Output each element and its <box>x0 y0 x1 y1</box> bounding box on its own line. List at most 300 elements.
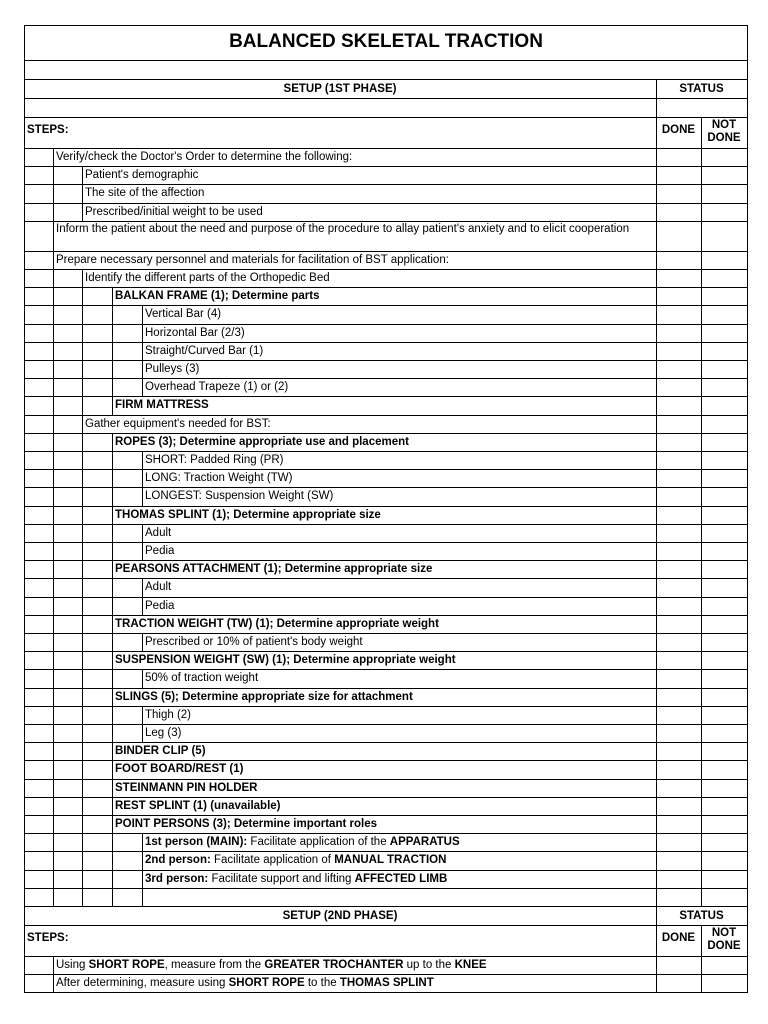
done-checkbox-cell[interactable] <box>657 798 701 815</box>
table-rule <box>53 760 54 778</box>
done-checkbox-cell[interactable] <box>657 343 701 360</box>
step-text-part: , measure from the <box>164 959 265 971</box>
not-done-checkbox-cell[interactable] <box>702 743 747 760</box>
step-text: LONGEST: Suspension Weight (SW) <box>145 490 334 503</box>
table-rule <box>656 117 657 148</box>
table-rule <box>82 524 83 542</box>
table-rule <box>53 888 54 906</box>
table-rule <box>656 925 657 956</box>
table-rule <box>142 706 143 724</box>
step-text: STEINMANN PIN HOLDER <box>115 781 258 794</box>
not-done-checkbox-cell[interactable] <box>702 871 747 888</box>
table-rule <box>53 166 54 184</box>
table-rule <box>24 524 748 525</box>
not-done-checkbox-cell[interactable] <box>702 780 747 797</box>
done-checkbox-cell[interactable] <box>657 488 701 505</box>
not-done-checkbox-cell[interactable] <box>702 852 747 869</box>
table-rule <box>142 305 143 323</box>
table-rule <box>82 651 83 669</box>
step-text: Gather equipment's needed for BST: <box>85 417 271 430</box>
table-rule <box>53 396 54 414</box>
not-done-checkbox-cell[interactable] <box>702 670 747 687</box>
step-text: PEARSONS ATTACHMENT (1); Determine appropriate size <box>115 563 433 576</box>
table-rule <box>53 615 54 633</box>
done-checkbox-cell[interactable] <box>657 470 701 487</box>
table-rule <box>142 378 143 396</box>
table-rule <box>24 487 748 488</box>
table-rule <box>82 506 83 524</box>
table-rule <box>82 779 83 797</box>
not-done-checkbox-cell[interactable] <box>702 379 747 396</box>
table-rule <box>142 597 143 615</box>
step-text: 50% of traction weight <box>145 672 259 685</box>
table-rule <box>82 415 83 433</box>
table-rule <box>24 669 748 670</box>
step-text-part: Using <box>56 959 89 971</box>
step-text: FOOT BOARD/REST (1) <box>115 763 244 776</box>
table-rule <box>24 992 748 993</box>
table-rule <box>24 506 748 507</box>
step-text-part: After determining, measure using <box>56 977 229 990</box>
step-text: Straight/Curved Bar (1) <box>145 344 264 357</box>
table-rule <box>82 815 83 833</box>
table-rule <box>701 117 702 148</box>
not-done-checkbox-cell[interactable] <box>702 616 747 633</box>
not-done-checkbox-cell[interactable] <box>702 222 747 251</box>
table-rule <box>112 815 113 833</box>
step-text <box>145 854 446 867</box>
not-done-checkbox-cell[interactable] <box>702 452 747 469</box>
table-rule <box>142 542 143 560</box>
done-checkbox-cell[interactable] <box>657 889 701 906</box>
phase2-not-done-label: NOT DONE <box>707 927 741 952</box>
table-rule <box>53 851 54 869</box>
not-done-checkbox-cell[interactable] <box>702 975 747 992</box>
done-checkbox-cell[interactable] <box>657 543 701 560</box>
done-checkbox-cell[interactable] <box>657 306 701 323</box>
table-rule <box>112 779 113 797</box>
done-checkbox-cell[interactable] <box>657 743 701 760</box>
table-rule <box>112 706 113 724</box>
table-rule <box>142 669 143 687</box>
table-rule <box>112 360 113 378</box>
table-rule <box>82 597 83 615</box>
table-rule <box>142 487 143 505</box>
table-rule <box>53 779 54 797</box>
table-rule <box>24 888 748 889</box>
table-rule <box>112 724 113 742</box>
not-done-checkbox-cell[interactable] <box>702 834 747 851</box>
step-text: Thigh (2) <box>145 708 192 721</box>
step-text-part: 1st person (MAIN): <box>145 836 248 849</box>
table-rule <box>82 203 83 221</box>
table-rule <box>53 797 54 815</box>
step-text: Adult <box>145 581 172 594</box>
not-done-checkbox-cell[interactable] <box>702 470 747 487</box>
table-rule <box>112 870 113 888</box>
table-rule <box>24 166 748 167</box>
step-text: SUSPENSION WEIGHT (SW) (1); Determine appropriate weight <box>115 654 456 667</box>
done-checkbox-cell[interactable] <box>657 379 701 396</box>
table-rule <box>656 906 657 925</box>
done-checkbox-cell[interactable] <box>657 397 701 414</box>
phase1-steps-label: STEPS: <box>27 124 69 136</box>
not-done-checkbox-cell[interactable] <box>702 579 747 596</box>
table-rule <box>82 451 83 469</box>
not-done-checkbox-cell[interactable] <box>702 634 747 651</box>
table-rule <box>142 524 143 542</box>
table-rule <box>112 305 113 323</box>
done-checkbox-cell[interactable] <box>657 707 701 724</box>
table-rule <box>24 870 748 871</box>
table-rule <box>24 597 748 598</box>
table-rule <box>82 888 83 906</box>
step-text-part: 2nd person: <box>145 854 211 867</box>
step-text: Verify/check the Doctor's Order to determine the following: <box>56 151 353 163</box>
done-checkbox-cell[interactable] <box>657 561 701 578</box>
not-done-checkbox-cell[interactable] <box>702 652 747 669</box>
step-text-part: to the <box>304 977 340 990</box>
step-text: Prepare necessary personnel and materials for facilitation of BST application: <box>56 253 449 266</box>
done-checkbox-cell[interactable] <box>657 167 701 184</box>
table-rule <box>142 870 143 888</box>
step-text: The site of the affection <box>85 187 205 200</box>
table-rule <box>112 688 113 706</box>
table-rule <box>24 433 748 434</box>
table-rule <box>24 287 748 288</box>
table-rule <box>112 324 113 342</box>
done-checkbox-cell[interactable] <box>657 452 701 469</box>
table-rule <box>142 833 143 851</box>
table-rule <box>24 25 25 993</box>
table-rule <box>82 487 83 505</box>
table-rule <box>82 615 83 633</box>
table-rule <box>24 396 748 397</box>
table-rule <box>53 706 54 724</box>
not-done-checkbox-cell[interactable] <box>702 167 747 184</box>
step-text: Pedia <box>145 545 175 557</box>
done-checkbox-cell[interactable] <box>657 525 701 542</box>
table-rule <box>82 542 83 560</box>
table-rule <box>24 815 748 816</box>
not-done-checkbox-cell[interactable] <box>702 149 747 166</box>
table-rule <box>82 797 83 815</box>
not-done-checkbox-cell[interactable] <box>702 816 747 833</box>
step-text-part: SHORT ROPE <box>228 977 305 990</box>
step-text: Patient's demographic <box>85 169 199 182</box>
table-rule <box>24 651 748 652</box>
table-rule <box>142 360 143 378</box>
not-done-checkbox-cell[interactable] <box>702 416 747 433</box>
step-text-part: up to the <box>403 959 455 971</box>
table-rule <box>53 184 54 202</box>
done-checkbox-cell[interactable] <box>657 725 701 742</box>
not-done-checkbox-cell[interactable] <box>702 957 747 974</box>
table-rule <box>82 269 83 287</box>
not-done-checkbox-cell[interactable] <box>702 252 747 269</box>
table-rule <box>112 633 113 651</box>
table-rule <box>112 524 113 542</box>
table-rule <box>53 542 54 560</box>
table-rule <box>82 870 83 888</box>
table-rule <box>24 117 748 118</box>
table-rule <box>53 487 54 505</box>
table-rule <box>53 815 54 833</box>
table-rule <box>112 287 113 305</box>
table-rule <box>24 760 748 761</box>
table-rule <box>53 269 54 287</box>
not-done-checkbox-cell[interactable] <box>702 561 747 578</box>
table-rule <box>24 688 748 689</box>
table-rule <box>82 360 83 378</box>
done-checkbox-cell[interactable] <box>657 270 701 287</box>
not-done-checkbox-cell[interactable] <box>702 397 747 414</box>
table-rule <box>53 324 54 342</box>
not-done-checkbox-cell[interactable] <box>702 689 747 706</box>
table-rule <box>53 742 54 760</box>
step-text: Pedia <box>145 599 175 612</box>
done-checkbox-cell[interactable] <box>657 780 701 797</box>
step-text-part: GREATER TROCHANTER <box>264 959 404 971</box>
table-rule <box>24 469 748 470</box>
not-done-checkbox-cell[interactable] <box>702 507 747 524</box>
table-rule <box>142 851 143 869</box>
table-rule <box>24 833 748 834</box>
not-done-checkbox-cell[interactable] <box>702 889 747 906</box>
table-rule <box>656 98 657 117</box>
step-text: Identify the different parts of the Orthopedic Bed <box>85 272 330 284</box>
table-rule <box>24 542 748 543</box>
table-rule <box>112 851 113 869</box>
table-rule <box>112 797 113 815</box>
table-rule <box>24 706 748 707</box>
table-rule <box>112 651 113 669</box>
table-rule <box>53 578 54 596</box>
table-rule <box>142 469 143 487</box>
step-text: THOMAS SPLINT (1); Determine appropriate size <box>115 508 381 521</box>
not-done-checkbox-cell[interactable] <box>702 306 747 323</box>
table-rule <box>142 888 143 906</box>
step-text: Horizontal Bar (2/3) <box>145 326 245 339</box>
not-done-checkbox-cell[interactable] <box>702 270 747 287</box>
done-checkbox-cell[interactable] <box>657 634 701 651</box>
phase1-status-header: STATUS <box>679 83 724 95</box>
step-text: Leg (3) <box>145 727 182 739</box>
table-rule <box>112 451 113 469</box>
table-rule <box>24 974 748 975</box>
table-rule <box>24 451 748 452</box>
not-done-checkbox-cell[interactable] <box>702 325 747 342</box>
table-rule <box>24 342 748 343</box>
table-rule <box>142 578 143 596</box>
table-rule <box>82 742 83 760</box>
not-done-checkbox-cell[interactable] <box>702 343 747 360</box>
step-text: BALKAN FRAME (1); Determine parts <box>115 290 320 303</box>
step-text: Inform the patient about the need and purpose of the procedure to allay patient's anxiety and to elicit cooperation <box>56 222 630 235</box>
step-text: Prescribed/initial weight to be used <box>85 205 263 218</box>
table-rule <box>656 79 657 98</box>
done-checkbox-cell[interactable] <box>657 689 701 706</box>
table-rule <box>53 360 54 378</box>
table-rule <box>53 221 54 251</box>
done-checkbox-cell[interactable] <box>657 834 701 851</box>
table-rule <box>24 79 748 80</box>
done-checkbox-cell[interactable] <box>657 185 701 202</box>
table-rule <box>142 324 143 342</box>
step-text-part: MANUAL TRACTION <box>334 854 447 867</box>
not-done-checkbox-cell[interactable] <box>702 185 747 202</box>
done-checkbox-cell[interactable] <box>657 579 701 596</box>
table-rule <box>24 184 748 185</box>
step-text-part: APPARATUS <box>389 836 460 849</box>
table-rule <box>24 98 748 99</box>
table-rule <box>24 851 748 852</box>
done-checkbox-cell[interactable] <box>657 871 701 888</box>
table-rule <box>82 833 83 851</box>
done-checkbox-cell[interactable] <box>657 507 701 524</box>
step-text-part: SHORT ROPE <box>88 959 165 971</box>
table-rule <box>112 433 113 451</box>
done-checkbox-cell[interactable] <box>657 852 701 869</box>
not-done-checkbox-cell[interactable] <box>702 525 747 542</box>
done-checkbox-cell[interactable] <box>657 222 701 251</box>
table-rule <box>142 342 143 360</box>
phase1-header: SETUP (1ST PHASE) <box>283 83 397 95</box>
table-rule <box>53 433 54 451</box>
table-rule <box>112 742 113 760</box>
table-rule <box>24 560 748 561</box>
table-rule <box>53 956 54 974</box>
table-rule <box>53 148 54 166</box>
table-rule <box>53 597 54 615</box>
done-checkbox-cell[interactable] <box>657 616 701 633</box>
step-text: POINT PERSONS (3); Determine important roles <box>115 818 377 830</box>
step-text: Overhead Trapeze (1) or (2) <box>145 381 289 394</box>
table-rule <box>142 451 143 469</box>
table-rule <box>53 669 54 687</box>
not-done-checkbox-cell[interactable] <box>702 761 747 778</box>
not-done-checkbox-cell[interactable] <box>702 598 747 615</box>
step-text-part: THOMAS SPLINT <box>339 977 434 990</box>
table-rule <box>112 378 113 396</box>
table-rule <box>112 578 113 596</box>
table-rule <box>82 305 83 323</box>
table-rule <box>82 166 83 184</box>
done-checkbox-cell[interactable] <box>657 288 701 305</box>
table-rule <box>24 415 748 416</box>
done-checkbox-cell[interactable] <box>657 361 701 378</box>
table-rule <box>112 542 113 560</box>
not-done-checkbox-cell[interactable] <box>702 361 747 378</box>
table-rule <box>24 633 748 634</box>
table-rule <box>82 578 83 596</box>
not-done-checkbox-cell[interactable] <box>702 798 747 815</box>
table-rule <box>142 724 143 742</box>
table-rule <box>82 324 83 342</box>
step-text <box>145 873 447 886</box>
table-rule <box>82 396 83 414</box>
table-rule <box>82 560 83 578</box>
table-rule <box>53 870 54 888</box>
table-rule <box>53 415 54 433</box>
table-rule <box>112 396 113 414</box>
done-checkbox-cell[interactable] <box>657 598 701 615</box>
table-rule <box>112 760 113 778</box>
table-rule <box>24 925 748 926</box>
table-rule <box>112 888 113 906</box>
not-done-checkbox-cell[interactable] <box>702 434 747 451</box>
done-checkbox-cell[interactable] <box>657 204 701 221</box>
done-checkbox-cell[interactable] <box>657 816 701 833</box>
step-text: Prescribed or 10% of patient's body weight <box>145 636 363 648</box>
done-checkbox-cell[interactable] <box>657 975 701 992</box>
not-done-checkbox-cell[interactable] <box>702 204 747 221</box>
done-checkbox-cell[interactable] <box>657 670 701 687</box>
step-text: Pulleys (3) <box>145 363 200 375</box>
table-rule <box>53 451 54 469</box>
table-rule <box>82 342 83 360</box>
step-text: FIRM MATTRESS <box>115 399 209 412</box>
table-rule <box>53 251 54 269</box>
done-checkbox-cell[interactable] <box>657 761 701 778</box>
table-rule <box>24 956 748 957</box>
not-done-checkbox-cell[interactable] <box>702 707 747 724</box>
step-text <box>56 959 487 972</box>
done-checkbox-cell[interactable] <box>657 416 701 433</box>
step-text: BINDER CLIP (5) <box>115 745 206 758</box>
not-done-checkbox-cell[interactable] <box>702 725 747 742</box>
table-rule <box>53 287 54 305</box>
step-text-part: Facilitate support and lifting <box>208 872 355 885</box>
table-rule <box>24 578 748 579</box>
table-rule <box>82 669 83 687</box>
table-rule <box>53 833 54 851</box>
table-rule <box>53 974 54 992</box>
table-rule <box>82 469 83 487</box>
table-rule <box>24 25 748 26</box>
done-checkbox-cell[interactable] <box>657 252 701 269</box>
table-rule <box>82 851 83 869</box>
not-done-checkbox-cell[interactable] <box>702 488 747 505</box>
phase2-done-label: DONE <box>661 932 696 944</box>
table-rule <box>53 305 54 323</box>
table-rule <box>53 633 54 651</box>
done-checkbox-cell[interactable] <box>657 652 701 669</box>
done-checkbox-cell[interactable] <box>657 957 701 974</box>
not-done-checkbox-cell[interactable] <box>702 543 747 560</box>
not-done-checkbox-cell[interactable] <box>702 288 747 305</box>
step-text-part: KNEE <box>454 959 487 971</box>
table-rule <box>24 148 748 149</box>
phase2-steps-label: STEPS: <box>27 932 69 944</box>
step-text-part: AFFECTED LIMB <box>354 872 448 885</box>
done-checkbox-cell[interactable] <box>657 434 701 451</box>
table-rule <box>112 597 113 615</box>
table-rule <box>24 724 748 725</box>
phase2-header: SETUP (2ND PHASE) <box>282 910 398 922</box>
table-rule <box>82 633 83 651</box>
table-rule <box>112 833 113 851</box>
table-rule <box>112 487 113 505</box>
done-checkbox-cell[interactable] <box>657 149 701 166</box>
done-checkbox-cell[interactable] <box>657 325 701 342</box>
step-text <box>145 836 460 849</box>
table-rule <box>24 60 748 61</box>
table-rule <box>24 779 748 780</box>
table-rule <box>82 287 83 305</box>
step-text <box>56 977 434 990</box>
table-rule <box>53 342 54 360</box>
